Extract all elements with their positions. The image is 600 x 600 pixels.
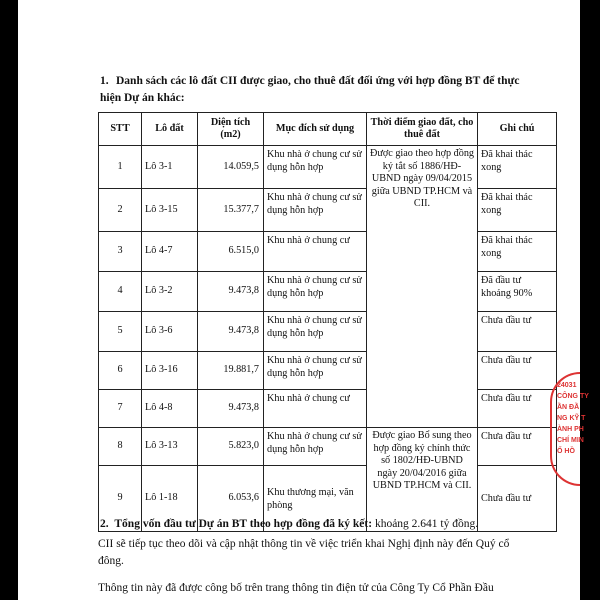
cell-note: Đã khai thác xong [478, 189, 557, 232]
header-note: Ghi chú [478, 113, 557, 146]
cell-stt: 4 [99, 272, 142, 312]
cell-note: Chưa đầu tư [478, 466, 557, 532]
cell-stt: 1 [99, 146, 142, 189]
stamp-line: CÔNG TY [557, 393, 589, 400]
cell-lot: Lô 3-13 [142, 428, 198, 466]
cell-lot: Lô 4-7 [142, 232, 198, 272]
paragraph-update: CII sẽ tiếp tục theo dõi và cập nhật thông tin về việc triển khai Nghị định này đến Quý cổ đông. [98, 538, 510, 567]
table-row [99, 189, 557, 232]
table-row [99, 352, 557, 390]
header-lot: Lô đất [142, 113, 198, 146]
document-page [18, 0, 589, 600]
cell-area: 6.515,0 [198, 232, 264, 272]
cell-stt: 3 [99, 232, 142, 272]
cell-note: Đã khai thác xong [478, 146, 557, 189]
cell-purpose: Khu nhà ở chung cư [264, 232, 367, 272]
stamp-line: ẦN ĐẦ [557, 404, 580, 411]
stamp-line: ÀNH PH [557, 426, 584, 433]
cell-note: Chưa đầu tư [478, 312, 557, 352]
section2-value: khoảng 2.641 tỷ đồng. [374, 518, 479, 530]
cell-stt: 2 [99, 189, 142, 232]
cell-purpose: Khu nhà ở chung cư sử dụng hỗn hợp [264, 146, 367, 189]
cell-time-group-1: Được giao theo hợp đồng ký tắt số 1886/HĐ-UBND ngày 09/04/2015 giữa UBND TP.HCM và CII. [367, 146, 478, 428]
cell-area: 9.473,8 [198, 312, 264, 352]
cell-purpose: Khu nhà ở chung cư [264, 390, 367, 428]
cell-area: 15.377,7 [198, 189, 264, 232]
cell-lot: Lô 3-15 [142, 189, 198, 232]
cell-area: 14.059,5 [198, 146, 264, 189]
cell-lot: Lô 1-18 [142, 466, 198, 532]
company-stamp [550, 372, 589, 486]
cell-purpose: Khu nhà ở chung cư sử dụng hỗn hợp [264, 189, 367, 232]
cell-lot: Lô 3-16 [142, 352, 198, 390]
table-row [99, 146, 557, 189]
land-lots-table [98, 112, 557, 532]
cell-area: 6.053,6 [198, 466, 264, 532]
table-row [99, 390, 557, 428]
table-row [99, 428, 557, 466]
cell-lot: Lô 3-1 [142, 146, 198, 189]
cell-note: Chưa đầu tư [478, 390, 557, 428]
cell-lot: Lô 3-2 [142, 272, 198, 312]
cell-purpose: Khu nhà ở chung cư sử dụng hỗn hợp [264, 428, 367, 466]
cell-note: Chưa đầu tư [478, 428, 557, 466]
table-header-row [99, 113, 557, 146]
stamp-line: Ố HỒ [557, 448, 575, 455]
cell-purpose: Khu nhà ở chung cư sử dụng hỗn hợp [264, 272, 367, 312]
cell-area: 19.881,7 [198, 352, 264, 390]
cell-area: 5.823,0 [198, 428, 264, 466]
section2-line [100, 518, 478, 530]
header-purpose: Mục đích sử dụng [264, 113, 367, 146]
stamp-line: CHÍ MIN [557, 437, 584, 444]
cell-area: 9.473,8 [198, 272, 264, 312]
table-row [99, 232, 557, 272]
paragraph-disclosure: Thông tin này đã được công bố trên trang thông tin điện tử của Công Ty Cổ Phần Đầu [98, 582, 494, 594]
cell-time-group-2: Được giao Bổ sung theo hợp đồng ký chính thức số 1802/HĐ-UBND ngày 20/04/2016 giữa UBND TP.HCM và CII. [367, 428, 478, 532]
cell-lot: Lô 3-6 [142, 312, 198, 352]
cell-purpose: Khu nhà ở chung cư sử dụng hỗn hợp [264, 312, 367, 352]
header-time: Thời điểm giao đất, cho thuê đất [367, 113, 478, 146]
cell-area: 9.473,8 [198, 390, 264, 428]
section1-heading [100, 73, 540, 107]
cell-stt: 6 [99, 352, 142, 390]
header-area: Diện tích (m2) [198, 113, 264, 146]
cell-purpose: Khu thương mại, văn phòng [264, 466, 367, 532]
section1-number: 1. [100, 75, 109, 87]
cell-note: Đã khai thác xong [478, 232, 557, 272]
cell-purpose: Khu nhà ở chung cư sử dụng hỗn hợp [264, 352, 367, 390]
table-row [99, 312, 557, 352]
cell-stt: 8 [99, 428, 142, 466]
cell-lot: Lô 4-8 [142, 390, 198, 428]
header-stt: STT [99, 113, 142, 146]
stamp-line: NG KỸ T [557, 415, 586, 422]
section1-title: Danh sách các lô đất CII được giao, cho thuê đất đối ứng với hợp đồng BT để thực hiện Dự án khác: [100, 75, 520, 104]
cell-note: Chưa đầu tư [478, 352, 557, 390]
section2-title: Tổng vốn đầu tư Dự án BT theo hợp đồng đã ký kết: [114, 518, 373, 530]
cell-note: Đã đầu tư khoảng 90% [478, 272, 557, 312]
section2-number: 2. [100, 518, 109, 530]
cell-stt: 5 [99, 312, 142, 352]
cell-stt: 9 [99, 466, 142, 532]
table-row [99, 272, 557, 312]
cell-stt: 7 [99, 390, 142, 428]
stamp-line: 24031 [557, 382, 577, 389]
